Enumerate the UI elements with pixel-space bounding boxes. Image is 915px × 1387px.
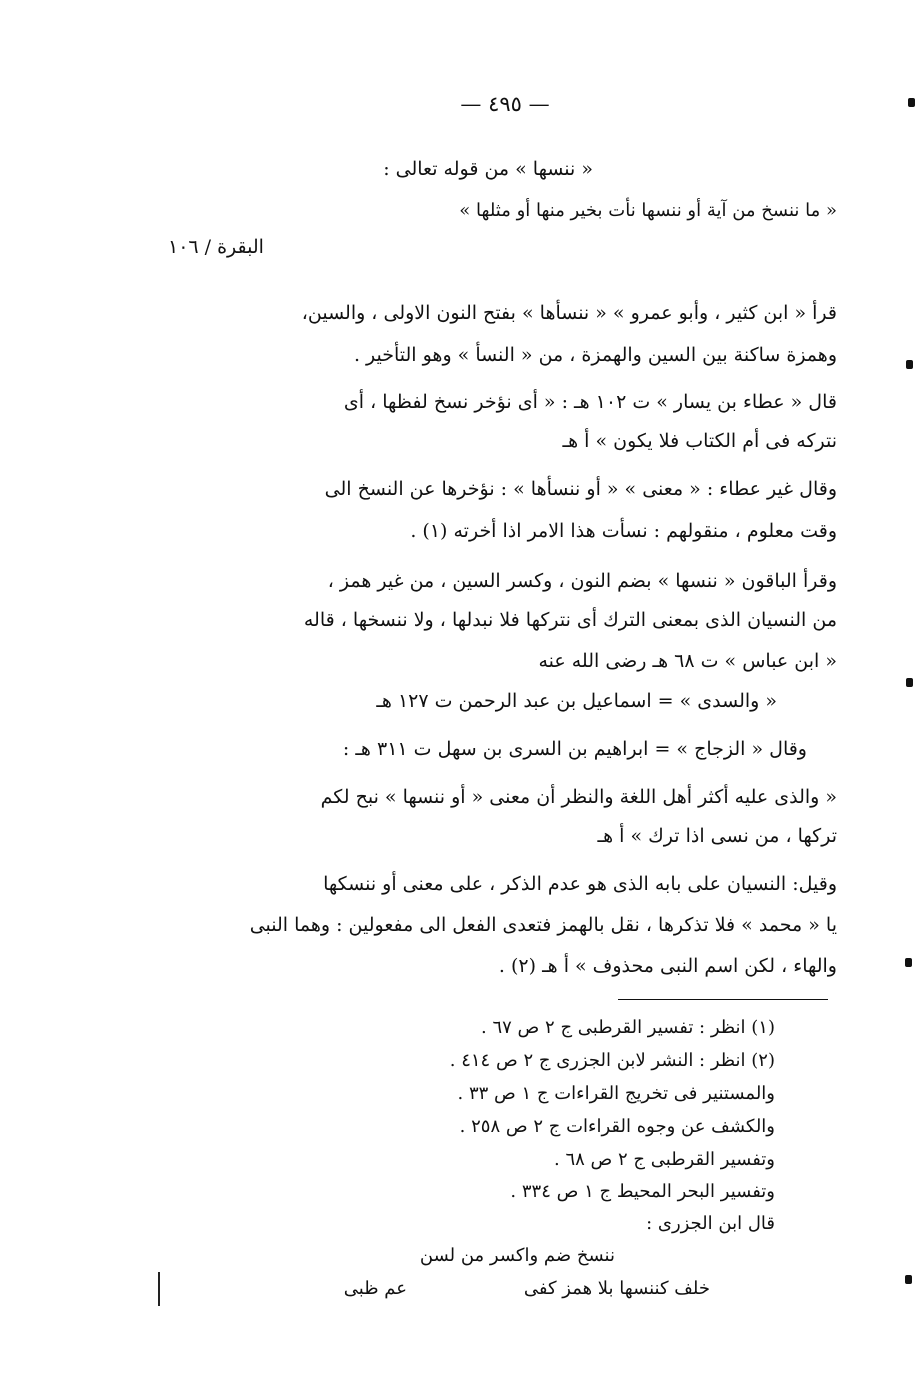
text-line: من النسيان الذى بمعنى الترك أى نتركها فلا نبدلها ، ولا ننسخها ، قاله [303, 609, 837, 631]
poem-line: ننسخ ضم واكسر من لسن [419, 1245, 615, 1266]
text-line: « والسدى » = اسماعيل بن عبد الرحمن ت ١٢٧ هـ [376, 690, 777, 712]
text-line: « والذى عليه أكثر أهل اللغة والنظر أن معنى « أو ننسها » نبح لكم [320, 786, 837, 808]
footnote: قال ابن الجزرى : [646, 1213, 775, 1234]
scan-mark [906, 360, 913, 369]
text-line: تركها ، من نسى اذا ترك » أ هـ [597, 825, 837, 847]
text-line: « ابن عباس » ت ٦٨ هـ رضى الله عنه [538, 650, 837, 672]
quran-verse: « ما ننسخ من آية أو ننسها نأت بخير منها أو مثلها » [459, 200, 837, 221]
text-line: وقال غير عطاء : « معنى » « أو ننسأها » : نؤخرها عن النسخ الى [324, 478, 837, 500]
text-line: وقرأ الباقون « ننسها » بضم النون ، وكسر السين ، من غير همز ، [327, 570, 837, 592]
text-line: وهمزة ساكنة بين السين والهمزة ، من « النسأ » وهو التأخير . [353, 344, 837, 366]
text-line: نتركه فى أم الكتاب فلا يكون » أ هـ [562, 430, 837, 452]
text-line: والهاء ، لكن اسم النبى محذوف » أ هـ (٢) . [498, 955, 837, 977]
footnote: والكشف عن وجوه القراءات ج ٢ ص ٢٥٨ . [459, 1116, 775, 1137]
text-line: وقت معلوم ، منقولهم : نسأت هذا الامر اذا أخرته (١) . [410, 520, 837, 542]
text-line: قرأ « ابن كثير ، وأبو عمرو » « ننسأها » بفتح النون الاولى ، والسين، [301, 302, 837, 324]
footnote: وتفسير البحر المحيط ج ١ ص ٣٣٤ . [510, 1181, 775, 1202]
footnote: (١) انظر : تفسير القرطبى ج ٢ ص ٦٧ . [481, 1017, 775, 1038]
footnote-divider [618, 999, 828, 1000]
page-number: — ٤٩٥ — [460, 92, 550, 116]
verse-reference: البقرة / ١٠٦ [168, 236, 264, 258]
text-line: وقال « الزجاج » = ابراهيم بن السرى بن سهل ت ٣١١ هـ : [342, 738, 807, 760]
footnote: وتفسير القرطبى ج ٢ ص ٦٨ . [554, 1149, 775, 1170]
scan-mark [905, 958, 912, 967]
footnote: والمستنير فى تخريج القراءات ج ١ ص ٣٣ . [457, 1083, 775, 1104]
footnote: (٢) انظر : النشر لابن الجزرى ج ٢ ص ٤١٤ . [449, 1050, 775, 1071]
text-line: قال « عطاء بن يسار » ت ١٠٢ هـ : « أى نؤخر نسخ لفظها ، أى [343, 391, 837, 413]
text-line: وقيل: النسيان على بابه الذى هو عدم الذكر ، على معنى أو ننسكها [323, 873, 837, 895]
poem-hemistich: خلف كننسها بلا همز كفى [523, 1278, 710, 1299]
scan-mark [908, 98, 915, 107]
text-line: « ننسها » من قوله تعالى : [383, 158, 593, 180]
text-line: يا « محمد » فلا تذكرها ، نقل بالهمز فتعدى الفعل الى مفعولين : وهما النبى [249, 914, 837, 936]
scan-mark [905, 1275, 912, 1284]
scan-mark [906, 678, 913, 687]
scan-mark [158, 1272, 160, 1306]
poem-hemistich: عم ظبى [343, 1278, 407, 1299]
